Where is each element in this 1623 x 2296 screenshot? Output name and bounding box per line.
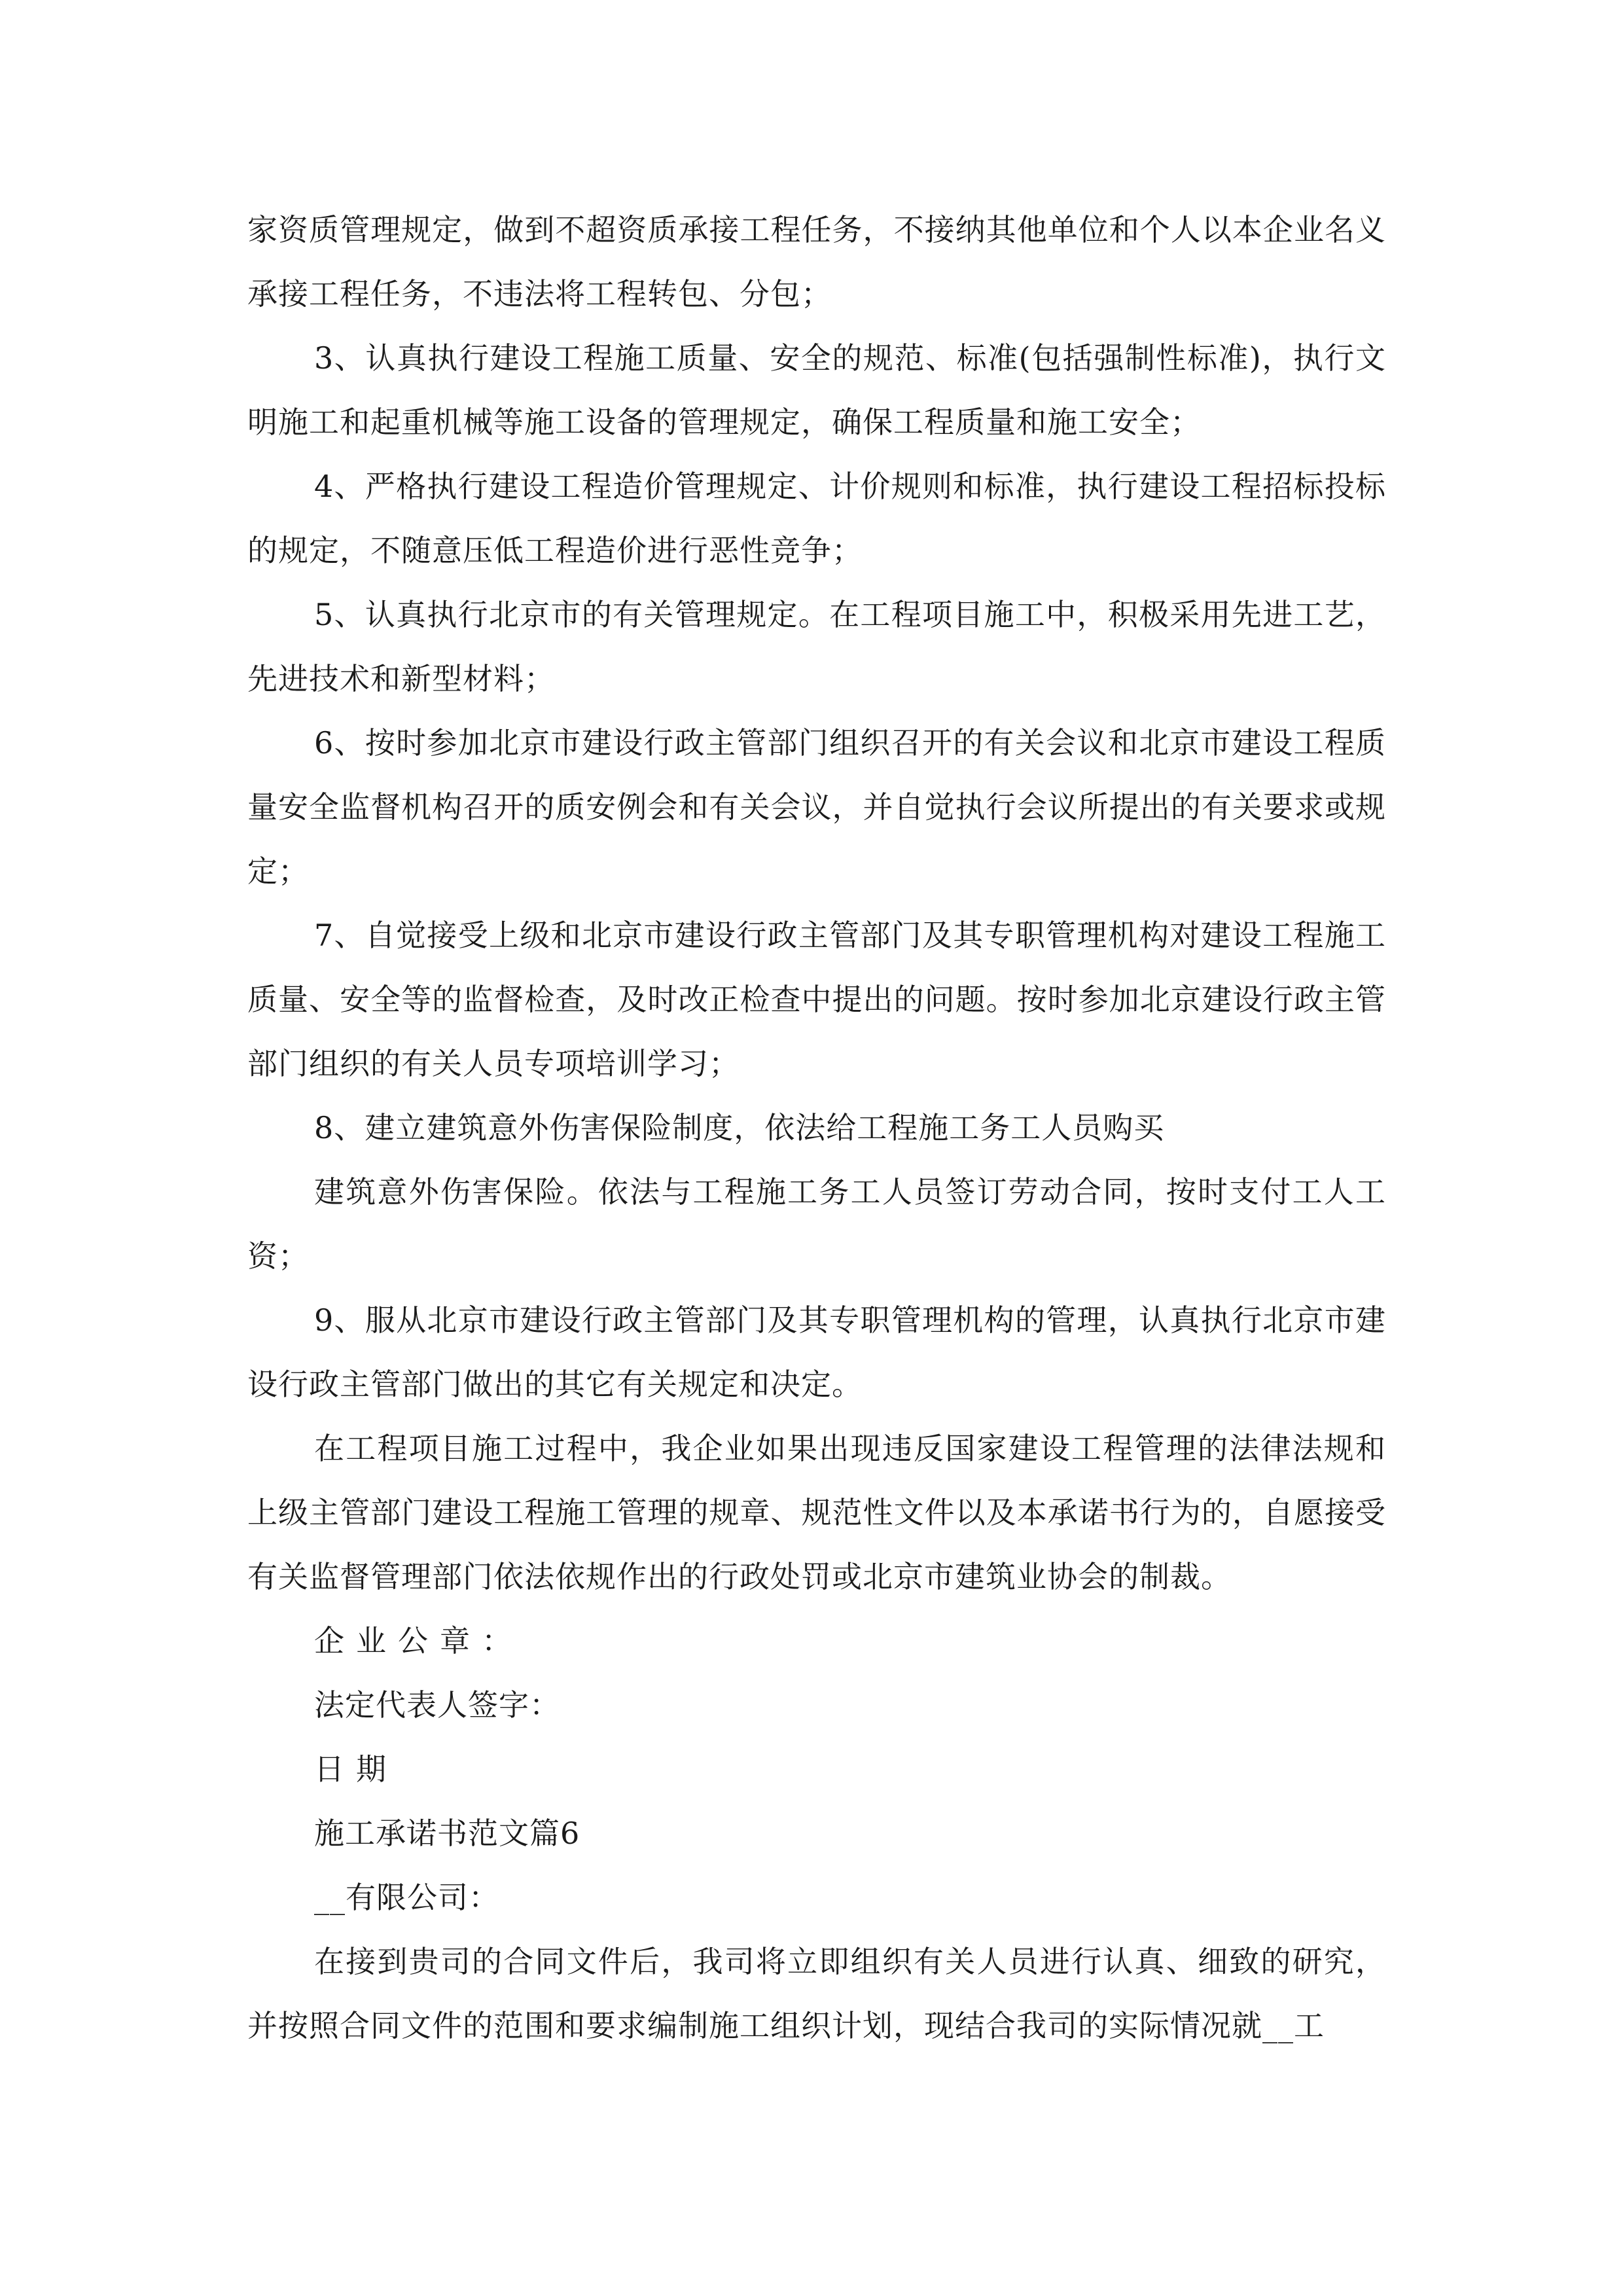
paragraph-commitment: 在工程项目施工过程中，我企业如果出现违反国家建设工程管理的法律法规和上级主管部门建设工程施工管理的规章、规范性文件以及本承诺书行为的，自愿接受有关监督管理部门依法依规作出的行政处罚或北京市建筑业协会的制裁。 [247,1431,1386,1594]
paragraph-item-6: 6、按时参加北京市建设行政主管部门组织召开的有关会议和北京市建设工程质量安全监督机构召开的质安例会和有关会议，并自觉执行会议所提出的有关要求或规定； [247,725,1386,889]
company-seal-label: 企业公章： [314,1623,524,1659]
paragraph-item-8-continued: 建筑意外伤害保险。依法与工程施工务工人员签订劳动合同，按时支付工人工资； [247,1174,1386,1274]
paragraph-item-4: 4、严格执行建设工程造价管理规定、计价规则和标准，执行建设工程招标投标的规定，不随意压低工程造价进行恶性竞争； [247,469,1386,568]
paragraph-item-5: 5、认真执行北京市的有关管理规定。在工程项目施工中，积极采用先进工艺，先进技术和新型材料； [247,597,1386,696]
paragraph-item-8: 8、建立建筑意外伤害保险制度，依法给工程施工务工人员购买 [314,1110,1165,1145]
date-label: 日期 [314,1751,398,1787]
paragraph-item-9: 9、服从北京市建设行政主管部门及其专职管理机构的管理，认真执行北京市建设行政主管部门做出的其它有关规定和决定。 [247,1302,1386,1402]
paragraph-item-7: 7、自觉接受上级和北京市建设行政主管部门及其专职管理机构对建设工程施工质量、安全等的监督检查，及时改正检查中提出的问题。按时参加北京建设行政主管部门组织的有关人员专项培训学习； [247,918,1386,1081]
paragraph-item-3: 3、认真执行建设工程施工质量、安全的规范、标准(包括强制性标准)，执行文明施工和起重机械等施工设备的管理规定，确保工程质量和施工安全； [247,340,1386,440]
paragraph-continuation: 家资质管理规定，做到不超资质承接工程任务，不接纳其他单位和个人以本企业名义承接工程任务，不违法将工程转包、分包； [247,212,1386,312]
document-body [247,198,1386,2058]
addressee: __有限公司： [314,1880,499,1915]
paragraph-tail: 在接到贵司的合同文件后，我司将立即组织有关人员进行认真、细致的研究，并按照合同文件的范围和要求编制施工组织计划，现结合我司的实际情况就__工 [247,1944,1386,2043]
section-title: 施工承诺书范文篇6 [314,1816,580,1851]
legal-representative-signature-label: 法定代表人签字： [314,1687,560,1723]
